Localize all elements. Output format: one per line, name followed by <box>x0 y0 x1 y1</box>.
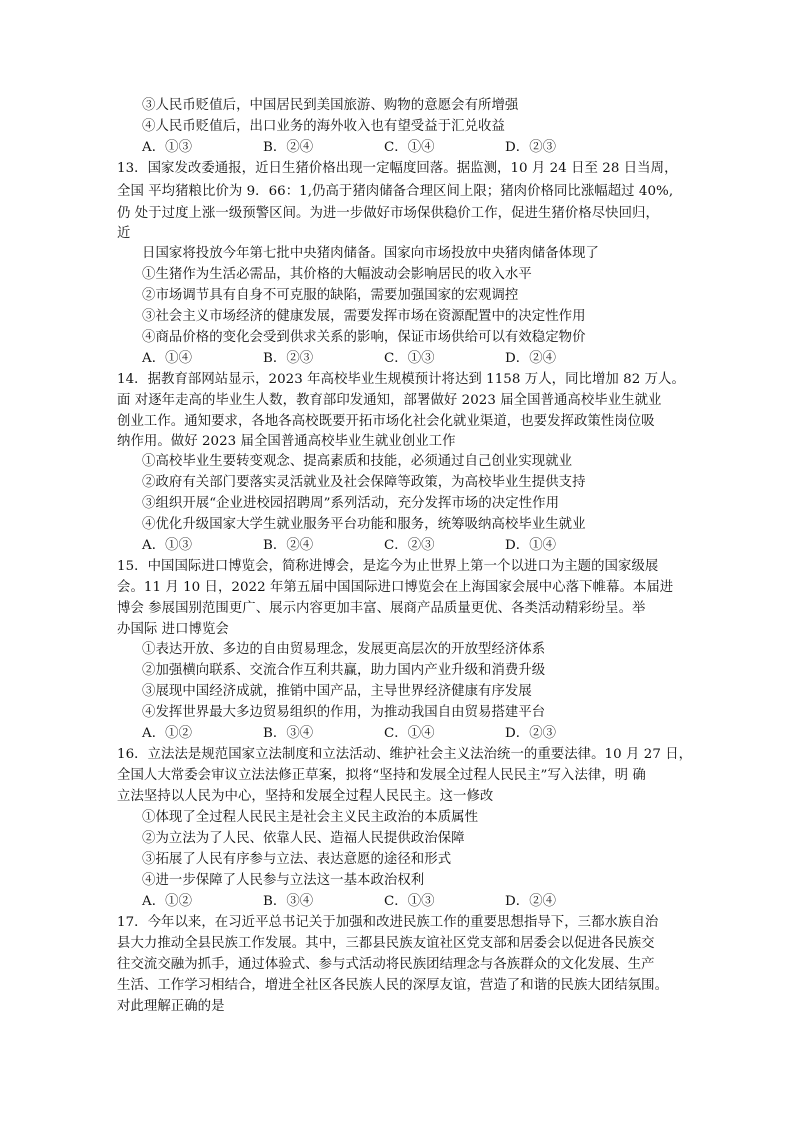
q15-item-4: ④发挥世界最大多边贸易组织的作用，为推动我国自由贸易搭建平台 <box>142 705 546 720</box>
q17-stem-line-5: 对此理解正确的是 <box>117 999 225 1014</box>
q15-stem-line-3: 博会 参展国别范围更广、展示内容更加丰富、展商产品质量更优、各类活动精彩纷呈。举 <box>117 601 646 616</box>
q13-item-3: ③社会主义市场经济的健康发展，需要发挥市场在资源配置中的决定性作用 <box>142 309 586 324</box>
q14-option-c: C．②③ <box>384 538 435 553</box>
q13-stem-line-3: 仍 处于过度上涨一级预警区间。为进一步做好市场保供稳价工作，促进生猪价格尽快回归， <box>117 206 659 221</box>
q16-stem-line-1: 16．立法法是规范国家立法制度和立法活动、维护社会主义法治统一的重要法律。10 月 27 日， <box>117 747 693 762</box>
q13-item-2: ②市场调节具有自身不可克服的缺陷，需要加强国家的宏观调控 <box>142 288 519 303</box>
q14-option-d: D．①④ <box>505 538 557 553</box>
q17-stem-line-2: 县大力推动全县民族工作发展。其中，三都县民族友谊社区党支部和居委会以促进各民族交 <box>117 936 655 951</box>
q17-stem-line-3: 往交流交融为抓手，通过体验式、参与式活动将民族团结理念与各族群众的文化发展、生产 <box>117 957 655 972</box>
q12-item-3: ③人民币贬值后，中国居民到美国旅游、购物的意愿会有所增强 <box>142 98 519 113</box>
q16-item-1: ①体现了全过程人民民主是社会主义民主政治的本质属性 <box>142 810 479 825</box>
q14-item-1: ①高校毕业生要转变观念、提高素质和技能，必须通过自己创业实现就业 <box>142 454 573 469</box>
q14-item-3: ③组织开展“企业进校园招聘周”系列活动，充分发挥市场的决定性作用 <box>142 496 560 511</box>
q13-item-1: ①生猪作为生活必需品，其价格的大幅波动会影响居民的收入水平 <box>142 267 532 282</box>
q16-option-b: B．③④ <box>263 894 314 909</box>
q15-item-3: ③展现中国经济成就，推销中国产品，主导世界经济健康有序发展 <box>142 684 532 699</box>
q14-options <box>142 536 662 556</box>
q16-item-3: ③拓展了人民有序参与立法、表达意愿的途径和形式 <box>142 852 452 867</box>
q16-stem-line-2: 全国人大常委会审议立法法修正草案，拟将“坚持和发展全过程人民民主”写入法律，明 确 <box>117 768 646 783</box>
q14-stem-line-1: 14．据教育部网站显示，2023 年高校毕业生规模预计将达到 1158 万人，同比增加 82 万人。 <box>117 372 685 387</box>
q17-stem-line-1: 17．今年以来，在习近平总书记关于加强和改进民族工作的重要思想指导下，三都水族自治 <box>117 915 659 930</box>
q15-option-b: B．③④ <box>263 726 314 741</box>
q13-option-d: D．②④ <box>505 351 557 366</box>
q14-stem-line-2: 面 对逐年走高的毕业生人数，教育部印发通知，部署做好 2023 届全国普通高校毕业生就业 <box>117 393 662 408</box>
q12-item-4: ④人民币贬值后，出口业务的海外收入也有望受益于汇兑收益 <box>142 119 505 134</box>
q12-option-c: C．①④ <box>384 140 435 155</box>
q15-stem-line-1: 15．中国国际进口博览会，简称进博会，是迄今为止世界上第一个以进口为主题的国家级展 <box>117 559 659 574</box>
q14-item-2: ②政府有关部门要落实灵活就业及社会保障等政策，为高校毕业生提供支持 <box>142 475 586 490</box>
q14-stem-line-3: 创业工作。通知要求，各地各高校既要开拓市场化社会化就业渠道，也要发挥政策性岗位吸 <box>117 414 655 429</box>
q16-stem-line-3: 立法坚持以人民为中心，坚持和发展全过程人民民主。这一修改 <box>117 789 494 804</box>
q13-stem-line-2: 全国 平均猪粮比价为 9．66：1,仍高于猪肉储备合理区间上限；猪肉价格同比涨幅超过 40%, <box>117 184 674 199</box>
q13-option-b: B．②③ <box>263 351 314 366</box>
q15-option-d: D．②③ <box>505 726 557 741</box>
q16-option-d: D．②④ <box>505 894 557 909</box>
q12-option-b: B．②④ <box>263 140 314 155</box>
q15-stem-line-2: 会。11 月 10 日，2022 年第五届中国国际进口博览会在上海国家会展中心落下帷幕。本届进 <box>117 580 674 595</box>
q16-options <box>142 892 662 912</box>
q14-stem-line-4: 纳作用。做好 2023 届全国普通高校毕业生就业创业工作 <box>117 434 456 449</box>
q16-item-2: ②为立法为了人民、依靠人民、造福人民提供政治保障 <box>142 831 465 846</box>
q14-option-b: B．②④ <box>263 538 314 553</box>
q15-option-a: A．①② <box>142 726 193 741</box>
q15-item-1: ①表达开放、多边的自由贸易理念，发展更高层次的开放型经济体系 <box>142 642 546 657</box>
q13-stem-line-4: 近 <box>117 226 131 241</box>
q13-stem-line-5: 日国家将投放今年第七批中央猪肉储备。国家向市场投放中央猪肉储备体现了 <box>142 246 599 261</box>
q16-option-a: A．①② <box>142 894 193 909</box>
q13-option-a: A．①④ <box>142 351 193 366</box>
q15-options <box>142 724 662 744</box>
q12-options <box>142 138 662 158</box>
q14-item-4: ④优化升级国家大学生就业服务平台功能和服务，统筹吸纳高校毕业生就业 <box>142 517 586 532</box>
q15-stem-line-4: 办国际 进口博览会 <box>117 622 229 637</box>
q15-option-c: C．①④ <box>384 726 435 741</box>
q13-option-c: C．①③ <box>384 351 435 366</box>
q16-item-4: ④进一步保障了人民参与立法这一基本政治权利 <box>142 873 425 888</box>
q12-option-d: D．②③ <box>505 140 557 155</box>
q13-options <box>142 349 662 369</box>
q13-stem-line-1: 13．国家发改委通报，近日生猪价格出现一定幅度回落。据监测，10 月 24 日至 28 日当周， <box>117 161 678 176</box>
q12-option-a: A．①③ <box>142 140 193 155</box>
q15-item-2: ②加强横向联系、交流合作互利共赢，助力国内产业升级和消费升级 <box>142 663 546 678</box>
q14-option-a: A．①③ <box>142 538 193 553</box>
q17-stem-line-4: 生活、工作学习相结合，增进全社区各民族人民的深厚友谊，营造了和谐的民族大团结氛围。 <box>117 978 669 993</box>
q13-item-4: ④商品价格的变化会受到供求关系的影响，保证市场供给可以有效稳定物价 <box>142 330 586 345</box>
q16-option-c: C．①③ <box>384 894 435 909</box>
